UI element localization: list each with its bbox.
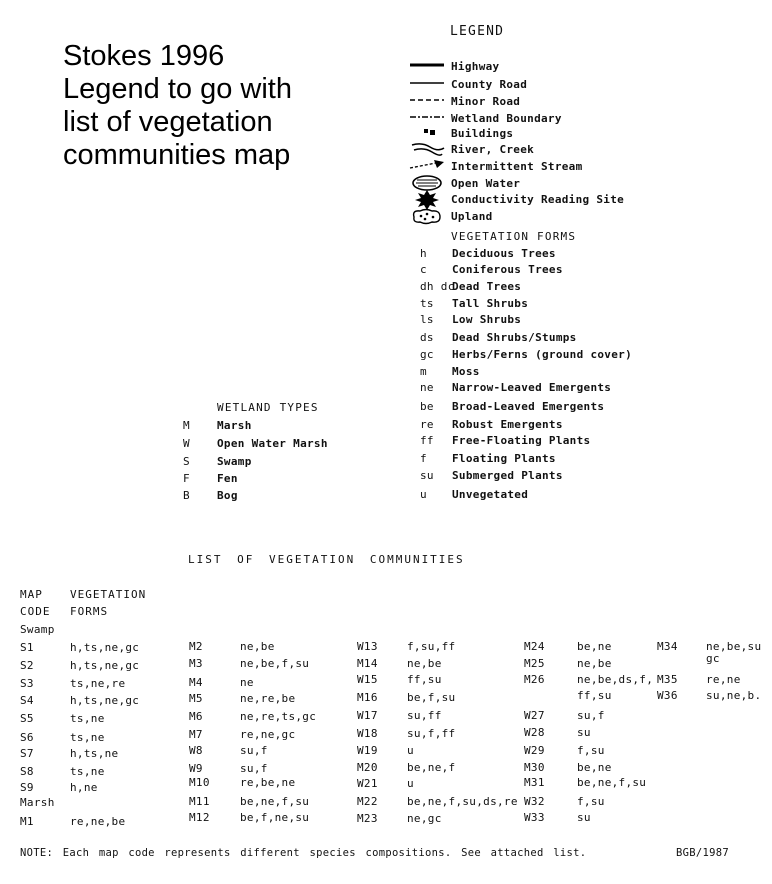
community-map-code: M5: [189, 692, 203, 705]
community-map-code: W17: [357, 709, 378, 722]
county-road-line-icon: [410, 77, 446, 93]
wetland-types-heading: WETLAND TYPES: [217, 401, 319, 414]
wetland-type-label: Open Water Marsh: [217, 437, 328, 450]
community-vegetation-forms: ts,ne: [70, 765, 105, 778]
legend-symbol-label: Wetland Boundary: [451, 112, 562, 125]
community-map-code: W18: [357, 727, 378, 740]
vegetation-form-label: Unvegetated: [452, 488, 529, 501]
vegetation-form-code: re: [420, 418, 434, 431]
col-header-forms: FORMS: [70, 605, 109, 618]
vegetation-form-label: Dead Trees: [452, 280, 522, 293]
vegetation-form-label: Deciduous Trees: [452, 247, 556, 260]
wetland-type-code: S: [183, 455, 190, 468]
vegetation-form-code: h: [420, 247, 427, 260]
community-vegetation-forms: h,ts,ne: [70, 747, 119, 760]
community-vegetation-forms: u: [407, 777, 414, 790]
community-map-code: M3: [189, 657, 203, 670]
vegetation-form-code: gc: [420, 348, 434, 361]
community-map-code: M10: [189, 776, 210, 789]
open-water-icon: [410, 176, 446, 192]
legend-symbol-label: Minor Road: [451, 95, 521, 108]
community-map-code: W29: [524, 744, 545, 757]
vegetation-form-code: m: [420, 365, 427, 378]
community-vegetation-forms: ne,be,su: [706, 640, 762, 653]
legend-symbol-label: Upland: [451, 210, 493, 223]
community-map-code: M31: [524, 776, 545, 789]
community-map-code: M11: [189, 795, 210, 808]
wetland-type-code: F: [183, 472, 190, 485]
community-vegetation-forms: ne,be: [240, 640, 275, 653]
community-vegetation-forms: ne,be: [577, 657, 612, 670]
title-line: Stokes 1996: [63, 40, 225, 72]
community-map-code: S3: [20, 677, 34, 690]
legend-symbol-label: Intermittent Stream: [451, 160, 583, 173]
community-map-code: W28: [524, 726, 545, 739]
community-map-code: M20: [357, 761, 378, 774]
credit-text: BGB/1987: [676, 847, 729, 859]
community-vegetation-forms: h,ts,ne,gc: [70, 641, 140, 654]
community-map-code: W13: [357, 640, 378, 653]
community-vegetation-forms: f,su: [577, 795, 605, 808]
group-label-marsh: Marsh: [20, 796, 55, 809]
community-vegetation-forms: su,f: [240, 744, 268, 757]
community-vegetation-forms: ne,re,be: [240, 692, 296, 705]
vegetation-form-code: u: [420, 488, 427, 501]
community-map-code: M23: [357, 812, 378, 825]
vegetation-form-label: Tall Shrubs: [452, 297, 529, 310]
legend-heading: LEGEND: [450, 24, 505, 39]
community-vegetation-forms: su,f: [577, 709, 605, 722]
title-line: Legend to go with: [63, 73, 292, 105]
community-vegetation-forms: be,f,su: [407, 691, 456, 704]
community-map-code: S9: [20, 781, 34, 794]
community-vegetation-forms: h,ts,ne,gc: [70, 659, 140, 672]
community-vegetation-forms: ff,su: [407, 673, 442, 686]
note-text: NOTE: Each map code represents different species compositions. See attached list.: [20, 847, 587, 859]
vegetation-form-label: Broad-Leaved Emergents: [452, 400, 605, 413]
community-map-code: M24: [524, 640, 545, 653]
legend-symbol-label: County Road: [451, 78, 528, 91]
wetland-type-label: Fen: [217, 472, 238, 485]
col-header-code: CODE: [20, 605, 51, 618]
vegetation-form-code: f: [420, 452, 427, 465]
upland-icon: [410, 209, 446, 225]
community-vegetation-forms: ne,be,f,su: [240, 657, 310, 670]
legend-symbol-label: Highway: [451, 60, 500, 73]
community-vegetation-forms: be,ne: [577, 761, 612, 774]
community-map-code: S5: [20, 712, 34, 725]
community-vegetation-forms: ne,be,ds,f,: [577, 673, 654, 686]
community-map-code: W32: [524, 795, 545, 808]
community-vegetation-forms: su,ne,b.: [706, 689, 762, 702]
wetland-type-label: Bog: [217, 489, 238, 502]
vegetation-form-code: be: [420, 400, 434, 413]
community-vegetation-forms: su: [577, 726, 591, 739]
community-vegetation-forms: re,ne,be: [70, 815, 126, 828]
vegetation-form-label: Submerged Plants: [452, 469, 563, 482]
highway-line-icon: [410, 59, 446, 75]
community-vegetation-forms: be,ne: [577, 640, 612, 653]
legend-symbol-label: River, Creek: [451, 143, 535, 156]
vegetation-form-code: ne: [420, 381, 434, 394]
vegetation-form-label: Low Shrubs: [452, 313, 522, 326]
community-vegetation-forms: f,su,ff: [407, 640, 456, 653]
community-map-code: M35: [657, 673, 678, 686]
community-vegetation-forms: h,ts,ne,gc: [70, 694, 140, 707]
community-vegetation-forms: su,f: [240, 762, 268, 775]
community-vegetation-forms: h,ne: [70, 781, 98, 794]
community-map-code: W27: [524, 709, 545, 722]
legend-symbol-label: Conductivity Reading Site: [451, 193, 625, 206]
vegetation-form-label: Free-Floating Plants: [452, 434, 591, 447]
community-vegetation-forms: su: [577, 811, 591, 824]
community-vegetation-forms: ts,ne: [70, 731, 105, 744]
community-map-code: M12: [189, 811, 210, 824]
community-vegetation-forms: ts,ne,re: [70, 677, 126, 690]
wetland-boundary-icon: [410, 111, 446, 127]
vegetation-form-code: c: [420, 263, 427, 276]
legend-symbol-label: Open Water: [451, 177, 521, 190]
community-map-code: M1: [20, 815, 34, 828]
community-map-code: S7: [20, 747, 34, 760]
community-vegetation-forms: be,ne,f,su: [240, 795, 310, 808]
community-vegetation-forms: be,ne,f,su,ds,re: [407, 795, 518, 808]
wetland-type-code: B: [183, 489, 190, 502]
community-map-code: M34: [657, 640, 678, 653]
community-map-code: S6: [20, 731, 34, 744]
legend-symbol-label: Buildings: [451, 127, 514, 140]
community-map-code: W15: [357, 673, 378, 686]
wetland-type-code: W: [183, 437, 190, 450]
community-vegetation-forms: ne,be: [407, 657, 442, 670]
community-map-code: M7: [189, 728, 203, 741]
community-vegetation-forms: gc: [706, 652, 720, 665]
vegetation-form-label: Herbs/Ferns (ground cover): [452, 348, 632, 361]
community-vegetation-forms: ne: [240, 676, 254, 689]
community-vegetation-forms: su,ff: [407, 709, 442, 722]
col-header-map: MAP: [20, 588, 43, 601]
vegetation-form-code: ls: [420, 313, 434, 326]
communities-heading: LIST OF VEGETATION COMMUNITIES: [188, 553, 465, 566]
community-map-code: S4: [20, 694, 34, 707]
vegetation-form-label: Robust Emergents: [452, 418, 563, 431]
community-vegetation-forms: re,be,ne: [240, 776, 296, 789]
title-line: list of vegetation: [63, 106, 273, 138]
title-line: communities map: [63, 139, 291, 171]
group-label-swamp: Swamp: [20, 623, 55, 636]
wetland-type-label: Swamp: [217, 455, 252, 468]
community-vegetation-forms: su,f,ff: [407, 727, 456, 740]
community-map-code: M6: [189, 710, 203, 723]
vegetation-form-code: ts: [420, 297, 434, 310]
community-map-code: W8: [189, 744, 203, 757]
vegetation-form-code: ff: [420, 434, 434, 447]
community-map-code: M4: [189, 676, 203, 689]
conductivity-star-icon: [410, 192, 446, 208]
intermittent-stream-icon: [410, 159, 446, 175]
document-title: [63, 40, 292, 172]
vegetation-form-code: su: [420, 469, 434, 482]
community-vegetation-forms: be,ne,f: [407, 761, 456, 774]
col-header-vegetation: VEGETATION: [70, 588, 147, 601]
wetland-type-code: M: [183, 419, 190, 432]
community-map-code: S1: [20, 641, 34, 654]
community-map-code: W21: [357, 777, 378, 790]
vegetation-form-label: Narrow-Leaved Emergents: [452, 381, 612, 394]
community-map-code: W36: [657, 689, 678, 702]
vegetation-form-label: Coniferous Trees: [452, 263, 563, 276]
community-map-code: M14: [357, 657, 378, 670]
community-map-code: S2: [20, 659, 34, 672]
community-vegetation-forms: ff,su: [577, 689, 612, 702]
river-creek-icon: [410, 142, 446, 158]
vegetation-forms-heading: VEGETATION FORMS: [451, 230, 577, 243]
community-map-code: W19: [357, 744, 378, 757]
vegetation-form-label: Floating Plants: [452, 452, 556, 465]
community-map-code: M22: [357, 795, 378, 808]
wetland-type-label: Marsh: [217, 419, 252, 432]
community-map-code: W9: [189, 762, 203, 775]
vegetation-form-label: Moss: [452, 365, 480, 378]
community-map-code: M25: [524, 657, 545, 670]
community-vegetation-forms: ne,re,ts,gc: [240, 710, 317, 723]
community-vegetation-forms: be,ne,f,su: [577, 776, 647, 789]
community-map-code: M2: [189, 640, 203, 653]
buildings-icon: [410, 126, 446, 142]
community-vegetation-forms: u: [407, 744, 414, 757]
community-vegetation-forms: ne,gc: [407, 812, 442, 825]
vegetation-form-code: ds: [420, 331, 434, 344]
community-vegetation-forms: f,su: [577, 744, 605, 757]
community-map-code: S8: [20, 765, 34, 778]
community-map-code: M16: [357, 691, 378, 704]
community-vegetation-forms: ts,ne: [70, 712, 105, 725]
vegetation-form-label: Dead Shrubs/Stumps: [452, 331, 577, 344]
vegetation-form-code: dh dc: [420, 280, 455, 293]
community-map-code: M26: [524, 673, 545, 686]
community-vegetation-forms: be,f,ne,su: [240, 811, 310, 824]
minor-road-dashed-icon: [410, 94, 446, 110]
community-vegetation-forms: re,ne,gc: [240, 728, 296, 741]
community-map-code: W33: [524, 811, 545, 824]
community-vegetation-forms: re,ne: [706, 673, 741, 686]
community-map-code: M30: [524, 761, 545, 774]
